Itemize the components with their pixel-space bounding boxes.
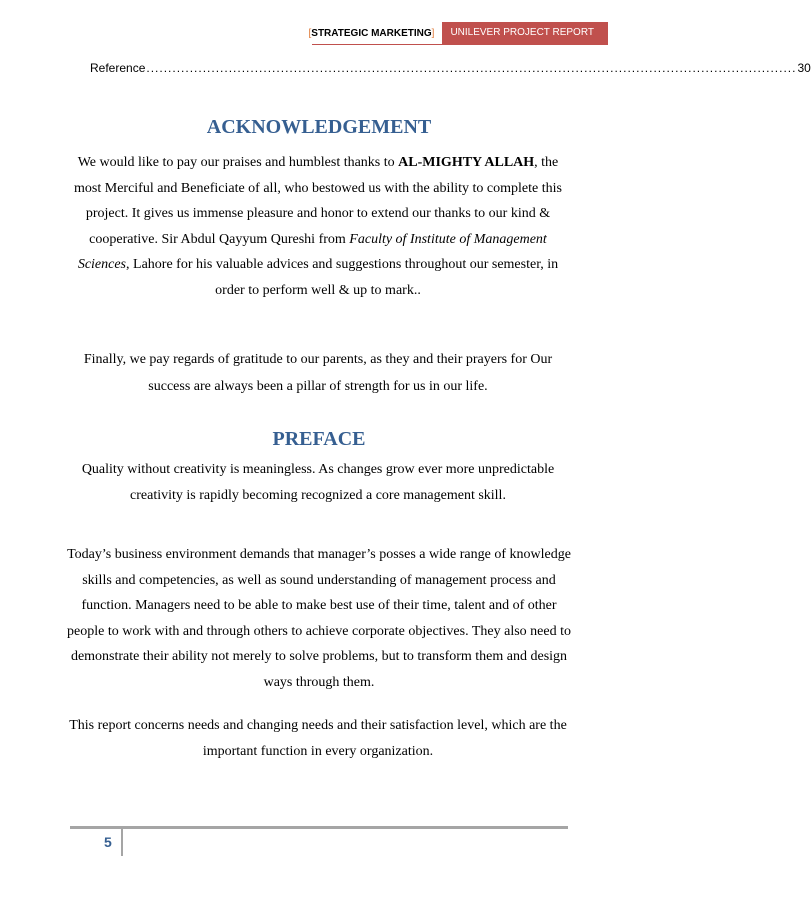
header-section — [309, 28, 443, 39]
acknowledgement-paragraph-1 — [66, 150, 570, 303]
header-bracket-close: ] — [431, 27, 435, 39]
toc-entry-reference — [90, 61, 811, 75]
ack-text-b: , the most Merciful and Beneficiate of all, who bestowed us with the ability to complete this project. It gives us immense pleasure and honor to extend our thanks to our kind & cooperative. Sir Abdul Qayyum Qureshi from — [74, 155, 562, 247]
ack-text-a: We would like to pay our praises and humblest thanks to — [77, 155, 399, 170]
header-rule — [312, 44, 608, 45]
toc-label: Reference — [90, 61, 146, 75]
ack-text-bold: AL-MIGHTY ALLAH — [398, 155, 535, 170]
preface-paragraph-2: Today’s business environment demands that manager’s posses a wide range of knowledge skills and competencies, as well as sound understanding of management process and function. Managers need to be able to make best use of their time, talent and of other people to work with and through others to achieve corporate objectives. They also need to demonstrate their ability not merely to solve problems, but to transform them and design ways through them. — [67, 547, 571, 690]
header-bracket-open: [ — [308, 27, 312, 39]
page-header — [309, 22, 609, 44]
preface-paragraph-1: Quality without creativity is meaningless. As changes grow ever more unpredictable creativity is rapidly becoming recognized a core management skill. — [81, 462, 555, 503]
header-section-title: STRATEGIC MARKETING — [311, 27, 432, 39]
page-number-divider — [121, 829, 123, 856]
toc-page: 30 — [797, 61, 811, 75]
preface-title: PREFACE — [272, 428, 366, 450]
ack-text-c: , Lahore for his valuable advices and suggestions throughout our semester, in order to perform well & up to mark.. — [126, 257, 559, 298]
acknowledgement-paragraph-2: Finally, we pay regards of gratitude to our parents, as they and their prayers for Our success are always been a pillar of strength for us in our life. — [83, 352, 553, 394]
toc-leader-dots: ...................................................................................................................................................... — [146, 61, 797, 75]
footer-rule — [70, 826, 568, 829]
page-number: 5 — [104, 834, 112, 850]
preface-paragraph-3: This report concerns needs and changing needs and their satisfaction level, which are the important function in every organization. — [69, 718, 567, 759]
ack-text-italic: Faculty of Institute of Management Sciences — [77, 231, 547, 272]
header-report-title: UNILEVER PROJECT REPORT — [442, 22, 608, 44]
acknowledgement-title: ACKNOWLEDGEMENT — [206, 116, 432, 138]
